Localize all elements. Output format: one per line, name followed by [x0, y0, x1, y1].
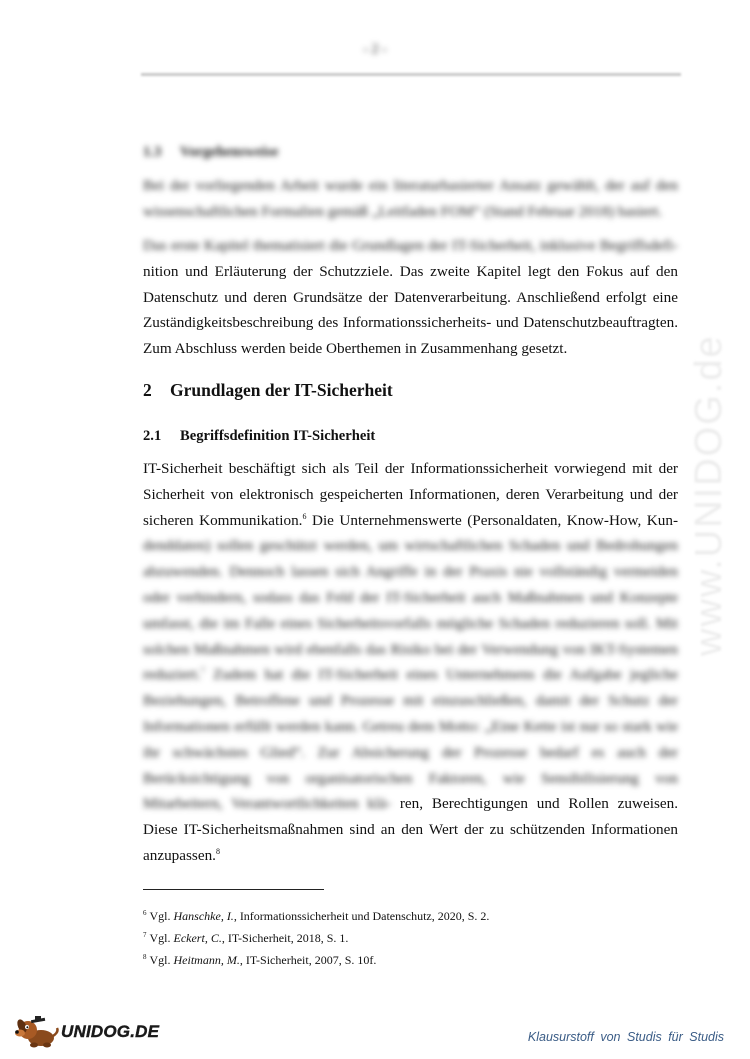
footnote-item: $^7$ Vgl. Eckert, C., IT-Sicherheit, 2018, S. 1.: [143, 931, 349, 945]
chapter-number: 2: [143, 380, 152, 400]
paragraph-it-security-definition: [143, 456, 678, 869]
visible-text: Die Unternehmenswerte (Personaldaten, Know-How, Kun-: [306, 511, 678, 529]
brand-name: UNIDOG.DE: [61, 1022, 160, 1041]
footnote-item: $^6$ Vgl. Hanschke, I., Informationssicherheit und Datenschutz, 2020, S. 2.: [143, 909, 490, 923]
paragraph-chapter-overview: [143, 233, 678, 362]
section-number: 2.1: [143, 428, 162, 444]
blurred-line: Das erste Kapitel thematisiert die Grundlagen der IT-Sicherheit, inklusive Begriffsdefi-: [143, 237, 678, 254]
dog-mascot-icon: [14, 1014, 60, 1050]
watermark: www.UNIDOG.de: [688, 334, 730, 656]
header-rule: [141, 73, 681, 76]
footnote-ref[interactable]: 8: [215, 846, 220, 856]
chapter-heading-2: [143, 380, 393, 401]
visible-text: ren, Berechtigungen und Rollen zuweisen. Diese IT-Sicherheitsmaßnahmen sind an den Wert der zu schützenden Informationen anzupassen.: [143, 795, 678, 864]
footnotes: [143, 905, 678, 971]
section-number: 1.3: [143, 144, 162, 160]
footnote-ref[interactable]: 6: [302, 511, 307, 521]
visible-text: nition und Erläuterung der Schutzziele. Das zweite Kapitel legt den Fokus auf den Datenschutz und deren Grundsätze der Datenverarbeitung. Anschließend erfolgt eine Zuständigkeitsbeschreibung des Informationssicherheits- und Datenschutzbeauftragten. Zum Abschluss werden beide Oberthemen in Zusammenhang gesetzt.: [143, 262, 678, 358]
section-title: Vorgehensweise: [180, 144, 279, 160]
footnote-separator: [143, 889, 324, 890]
unidog-logo[interactable]: [14, 1014, 159, 1050]
paragraph-approach: Bei der vorliegenden Arbeit wurde ein literaturbasierter Ansatz gewählt, der auf den wissenschaftlichen Formalien gemäß „Leitfaden FOM“ (Stand Februar 2018) basiert.: [143, 177, 678, 220]
footnote-ref[interactable]: 7: [200, 666, 205, 676]
footnote-item: $^8$ Vgl. Heitmann, M., IT-Sicherheit, 2007, S. 10f.: [143, 953, 377, 967]
section-heading-1-3: [143, 144, 278, 161]
section-heading-2-1: [143, 428, 375, 445]
visible-text: IT-Sicherheit beschäftigt sich als Teil der Informationssicherheit vorwiegend mit der Sicherheit von elektronisch gespeicherten Informationen, deren Verarbeitung und der sicheren Kommunikation.: [143, 460, 678, 529]
blurred-text: denddaten) sollen geschützt werden, um wirtschaftlichen Schaden und Bedrohungen abzuwenden. Dennoch lassen sich Angriffe in der Praxis nie vollständig vermeiden oder verhindern, sodass das Feld der IT-Sicherheit auch Maßnahmen und Konzepte umfasst, die im Falle eines Sicherheitsvorfalls mögliche Schaden reduzieren soll. Mit solchen Maßnahmen wird ebenfalls das Risiko bei der Verwendung von IKT-Systemen reduziert.$^7$ Zudem hat die IT-Sicherheit eines Unternehmens die Aufgabe jegliche Beziehungen, Betroffene und Prozesse mit einzuschließen, damit der Schutz der Informationen erfüllt werden kann. Getreu dem Motto: „Eine Kette ist nur so stark wie ihr schwächstes Glied“. Zur Absicherung der Prozesse bedarf es auch der Berücksichtigung von organisatorischen Faktoren, wie Sensibilisierung von Mitarbeitern, Verantwortlichkeiten klä-: [143, 537, 678, 813]
section-title: Begriffsdefinition IT-Sicherheit: [180, 428, 376, 444]
chapter-title: Grundlagen der IT-Sicherheit: [170, 380, 393, 400]
slogan: Klausurstoff von Studis für Studis: [527, 1030, 724, 1044]
page-number: - 2 -: [363, 42, 387, 57]
